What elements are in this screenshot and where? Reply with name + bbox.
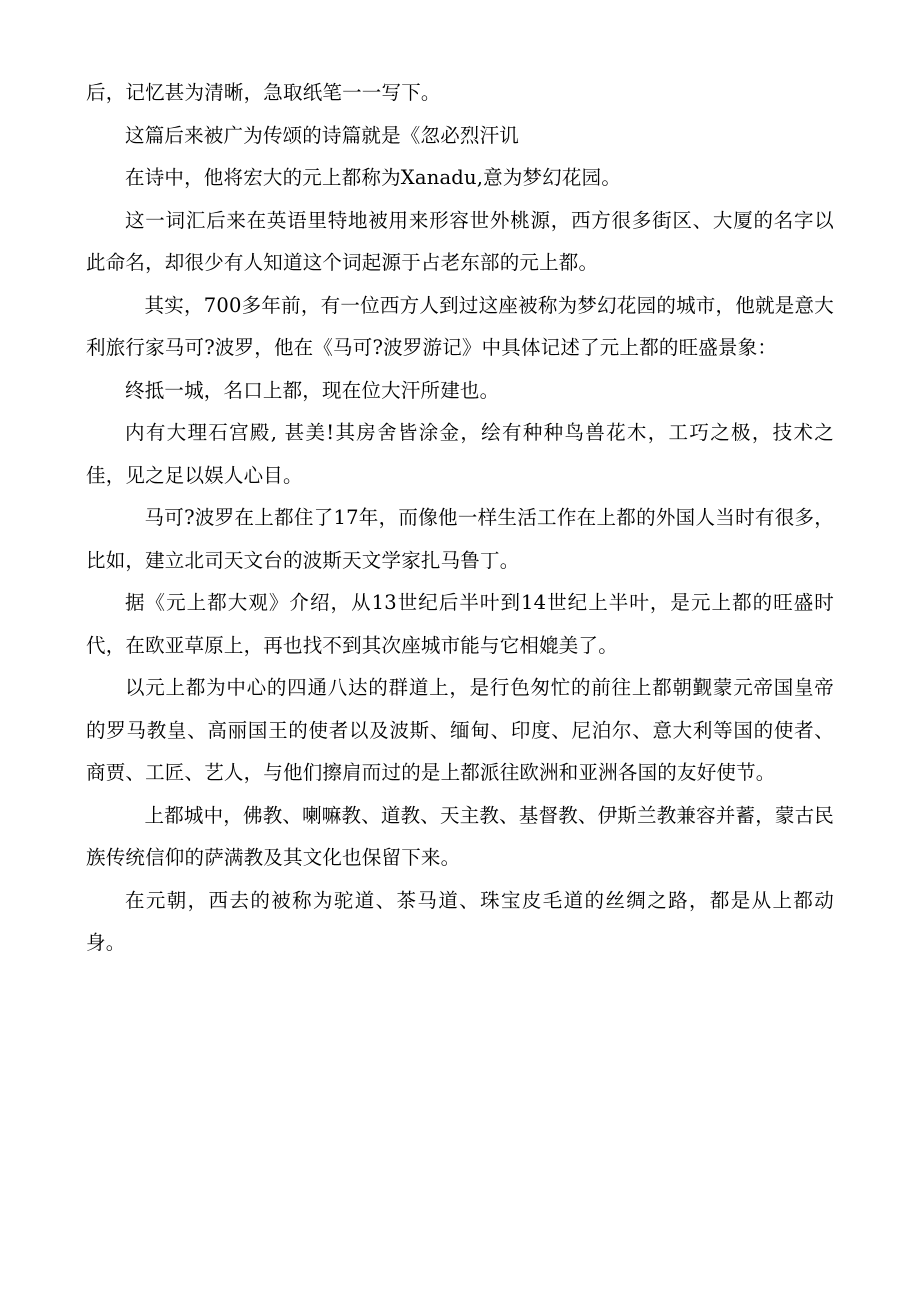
paragraph: 其实，700多年前，有一位西方人到过这座被称为梦幻花园的城市，他就是意大利旅行家马可?波罗，他在《马可?波罗游记》中具体记述了元上都的旺盛景象： bbox=[86, 293, 834, 359]
paragraph: 这篇后来被广为传颂的诗篇就是《忽必烈汗讥 bbox=[125, 123, 520, 147]
paragraph: 后，记忆甚为清晰，急取纸笔一一写下。 bbox=[86, 81, 441, 104]
paragraph: 以元上都为中心的四通八达的群道上，是行色匆忙的前往上都朝觐蒙元帝国皇帝的罗马教皇、高丽国王的使者以及波斯、缅甸、印度、尼泊尔、意大利等国的使者、商贾、工匠、艺人，与他们擦肩而过的是上都派往欧洲和亚洲各国的友好使节。 bbox=[86, 676, 834, 784]
paragraph: 在元朝，西去的被称为驼道、茶马道、珠宝皮毛道的丝绸之路，都是从上都动身。 bbox=[86, 888, 834, 954]
paragraph: 终抵一城，名口上都，现在位大汗所建也。 bbox=[125, 378, 500, 402]
paragraph: 在诗中，他将宏大的元上都称为Xanadu,意为梦幻花园。 bbox=[125, 166, 622, 189]
paragraph: 内有大理石宫殿, 甚美!其房舍皆涂金，绘有种种鸟兽花木，工巧之极，技术之佳，见之足以娱人心目。 bbox=[86, 421, 834, 487]
paragraph: 马可?波罗在上都住了17年，而像他一样生活工作在上都的外国人当时有很多，比如，建立北司天文台的波斯天文学家扎马鲁丁。 bbox=[86, 506, 834, 572]
document-body bbox=[86, 72, 834, 965]
paragraph: 据《元上都大观》介绍，从13世纪后半叶到14世纪上半叶，是元上都的旺盛时代，在欧亚草原上，再也找不到其次座城市能与它相媲美了。 bbox=[86, 591, 834, 657]
paragraph: 上都城中，佛教、喇嘛教、道教、天主教、基督教、伊斯兰教兼容并蓄，蒙古民族传统信仰的萨满教及其文化也保留下来。 bbox=[86, 803, 835, 869]
paragraph: 这一词汇后来在英语里特地被用来形容世外桃源，西方很多街区、大厦的名字以此命名，却很少有人知道这个词起源于占老东部的元上都。 bbox=[86, 208, 834, 274]
